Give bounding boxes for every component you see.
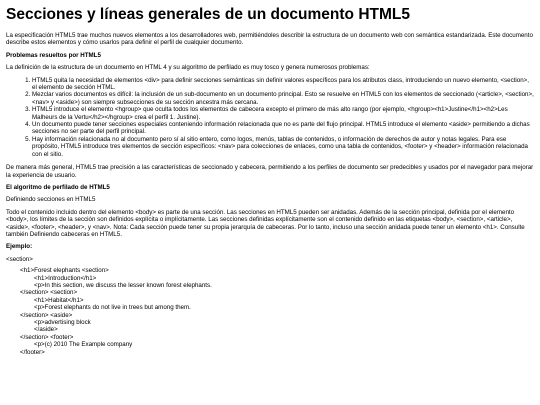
example-heading: Ejemplo:	[6, 243, 33, 251]
problems-list	[6, 77, 534, 158]
code-line: <h1>Habitat</h1>	[34, 296, 84, 304]
code-line: </section> <section>	[20, 289, 78, 297]
defining-sections-subheading: Definiendo secciones en HTML5	[6, 196, 96, 204]
code-line: <h1>Forest elephants <section>	[20, 267, 109, 275]
list-item: 5. Hay información relacionada no al documento pero sí al sitio entero, como logos, menús, tablas de contenidos, o información de derechos de autor y notas legales. Para ese propósito, HTML5 introduce tres elementos de sección específicos: <nav> para colecciones de enlaces, como una tabla de contenidos, <footer> y <header> información relacionada con el sitio.	[32, 136, 534, 158]
code-line: <h1>Introduction</h1>	[34, 274, 97, 282]
code-line: <p>In this section, we discuss the lesser known forest elephants.	[34, 281, 212, 289]
list-item: 1. HTML5 quita la necesidad de elementos <div> para definir secciones semánticas sin definir valores específicos para los atributos class, introduciendo un nuevo elemento, <section>, el elemento de sección HTML.	[32, 77, 534, 92]
defining-body-paragraph: Todo el contenido incluido dentro del elemento <body> es parte de una sección. Las secciones en HTML5 pueden ser anidadas. Además de la sección principal, definida por el elemento <body>, los límites de la sección son definidos explícita o implícitamente. Las secciones definidas explícitamente son el contenido definido en las etiquetas <body>, <section>, <article>, <aside>, <footer>, <header>, y <nav>. Nota: Cada sección puede tener su propia jerarquía de cabeceras. Por lo tanto, incluso una sección anidada puede tener un elemento <h1>. Consulte también Definiendo cabeceras en HTML5.	[6, 208, 525, 238]
code-line: <p>advertising block	[34, 319, 91, 326]
page-title: Secciones y líneas generales de un documento HTML5	[6, 6, 410, 23]
code-line: </aside>	[34, 326, 58, 334]
code-line: </footer>	[20, 348, 45, 356]
summary-paragraph: De manera más general, HTML5 trae precisión a las características de seccionado y cabecera, permitiendo a los perfiles de documento ser predecibles y usados por el navegador para mejorar la experiencia de usuario.	[6, 164, 534, 179]
list-item: 2. Mezclar varios documentos es difícil: la inclusión de un sub-documento en un documento principal. Esto se resuelve en HTML5 con los elementos de seccionado (<article>, <section>, <nav> y <aside>) son siempre subsecciones de su sección ancestra más cercana.	[32, 91, 534, 106]
code-example	[6, 256, 534, 356]
list-item: 3. HTML5 introduce el elemento <hgroup> que oculta todos los elementos de cabecera excepto el primero de más alto rango (por ejemplo, <hgroup><h1>Justine</h1><h2>Les Malheurs de la Vertu</h2></hgroup> crea el perfil 1. Justine).	[32, 106, 534, 121]
code-line: <section>	[6, 255, 33, 263]
code-line: <p>(c) 2010 The Example company	[34, 341, 133, 349]
problems-heading: Problemas resueltos por HTML5	[6, 51, 101, 59]
list-item: 4. Un documento puede tener secciones especiales conteniendo información relacionada que no es parte del flujo principal. HTML5 introduce el elemento <aside> permitiendo a dichas secciones no ser parte del perfil principal.	[32, 121, 534, 136]
code-line: <p>Forest elephants do not live in trees but among them.	[34, 304, 191, 312]
code-line: </section> <footer>	[20, 333, 74, 341]
intro-paragraph: La especificación HTML5 trae muchos nuevos elementos a los desarrolladores web, permitiéndoles describir la estructura de un documento web con semántica estandarizada. Este documento describe estos elementos y cómo usarlos para definir el perfil de cualquier documento.	[6, 32, 533, 47]
code-line: </section> <aside>	[20, 311, 73, 319]
problems-intro: La definición de la estructura de un documento en HTML 4 y su algoritmo de perfilado es muy tosco y genera numerosos problemas:	[6, 64, 370, 72]
algorithm-heading: El algoritmo de perfilado de HTML5	[6, 183, 110, 191]
